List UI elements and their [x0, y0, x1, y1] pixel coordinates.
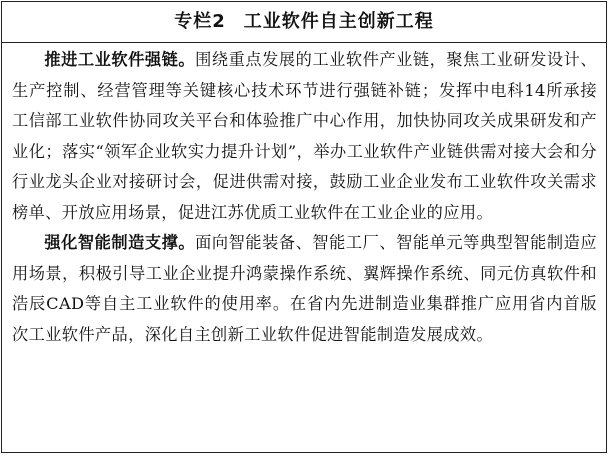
paragraph-text: 围绕重点发展的工业软件产业链，聚焦工业研发设计、生产控制、经营管理等关键核心技术环节进行强链补链；发挥中电科14所承接工信部工业软件协同攻关平台和体验推广中心作用，加快协同攻关成果研发和产业化；落实“领军企业软实力提升计划”，举办工业软件产业链供需对接大会和分行业龙头企业对接研讨会，促进供需对接，鼓励工业企业发布工业软件攻关需求榜单、开放应用场景，促进江苏优质工业软件在工业企业的应用。 [12, 50, 597, 222]
box-body [2, 43, 606, 350]
paragraph-lead: 推进工业软件强链。 [44, 50, 196, 69]
paragraph-strengthen-chain [12, 45, 597, 228]
paragraph-smart-manufacturing [12, 228, 597, 350]
box-heading: 工业软件自主创新工程 [243, 11, 434, 32]
paragraph-text: 面向智能装备、智能工厂、智能单元等典型智能制造应用场景，积极引导工业企业提升鸿蒙操作系统、翼辉操作系统、同元仿真软件和浩辰CAD等自主工业软件的使用率。在省内先进制造业集群推广应用省内首版次工业软件产品，深化自主创新工业软件促进智能制造发展成效。 [12, 233, 597, 344]
box-title [2, 2, 606, 43]
box-label: 专栏2 [174, 11, 226, 32]
paragraph-lead: 强化智能制造支撑。 [44, 233, 196, 252]
feature-box [1, 1, 607, 453]
